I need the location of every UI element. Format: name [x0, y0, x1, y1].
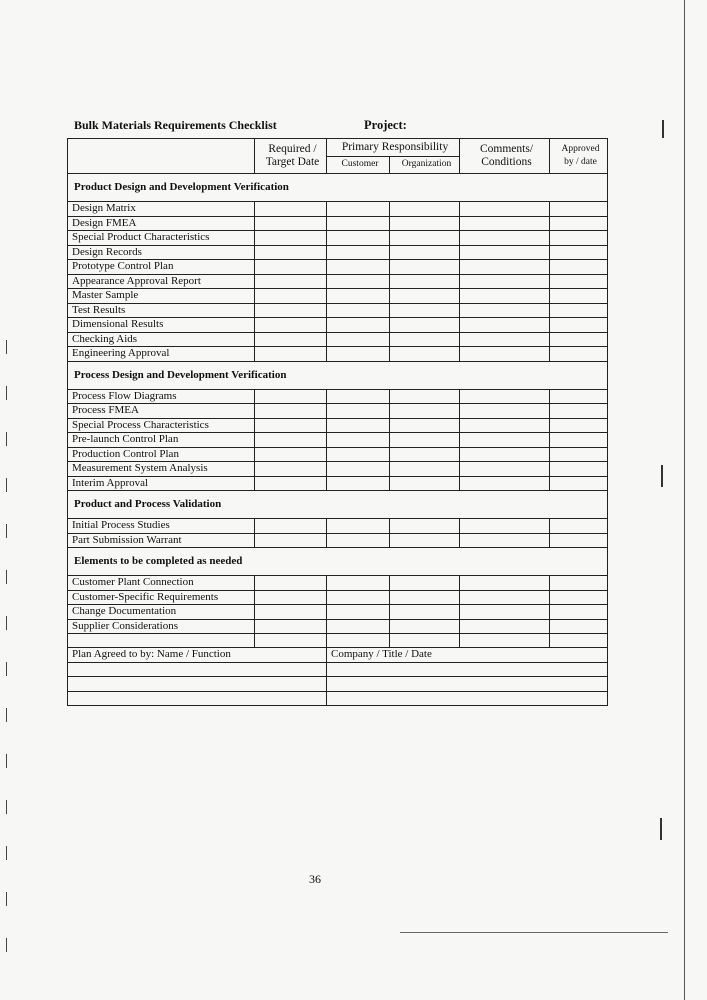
organization-cell[interactable] — [390, 433, 460, 448]
organization-cell[interactable] — [390, 418, 460, 433]
customer-cell[interactable] — [327, 318, 390, 333]
customer-cell[interactable] — [327, 260, 390, 275]
header-required-target — [255, 139, 327, 174]
item-label-appearance-approval-report: Appearance Approval Report — [68, 274, 255, 289]
customer-cell[interactable] — [327, 605, 390, 620]
approved-cell[interactable] — [550, 433, 608, 448]
checklist-row — [68, 245, 608, 260]
item-label-engineering-approval: Engineering Approval — [68, 347, 255, 362]
required-target-cell[interactable] — [255, 576, 327, 591]
required-target-cell[interactable] — [255, 519, 327, 534]
customer-cell[interactable] — [327, 389, 390, 404]
approved-cell[interactable] — [550, 260, 608, 275]
header-comments-conditions — [460, 139, 550, 174]
required-target-cell[interactable] — [255, 202, 327, 217]
organization-cell[interactable] — [390, 245, 460, 260]
comments-cell[interactable] — [460, 318, 550, 333]
item-label-interim-approval: Interim Approval — [68, 476, 255, 491]
approved-cell[interactable] — [550, 533, 608, 548]
required-target-cell[interactable] — [255, 605, 327, 620]
approved-cell[interactable] — [550, 389, 608, 404]
organization-cell[interactable] — [390, 303, 460, 318]
organization-cell[interactable] — [390, 619, 460, 634]
organization-cell[interactable] — [390, 260, 460, 275]
header-customer: Customer — [327, 156, 390, 174]
checklist-row — [68, 289, 608, 304]
organization-cell[interactable] — [390, 318, 460, 333]
customer-cell[interactable] — [327, 245, 390, 260]
approved-cell[interactable] — [550, 303, 608, 318]
required-target-cell[interactable] — [255, 418, 327, 433]
approved-cell[interactable] — [550, 347, 608, 362]
customer-cell[interactable] — [327, 619, 390, 634]
approved-cell[interactable] — [550, 619, 608, 634]
approved-cell[interactable] — [550, 590, 608, 605]
customer-cell[interactable] — [327, 347, 390, 362]
organization-cell[interactable] — [390, 216, 460, 231]
required-target-cell[interactable] — [255, 274, 327, 289]
approved-cell[interactable] — [550, 216, 608, 231]
customer-cell[interactable] — [327, 462, 390, 477]
company-title-date-entry[interactable] — [327, 677, 608, 692]
comments-cell[interactable] — [460, 202, 550, 217]
organization-cell[interactable] — [390, 576, 460, 591]
name-function-entry[interactable] — [68, 691, 327, 706]
approved-cell[interactable] — [550, 202, 608, 217]
required-target-cell[interactable] — [255, 462, 327, 477]
item-label-test-results: Test Results — [68, 303, 255, 318]
comments-cell[interactable] — [460, 433, 550, 448]
organization-cell[interactable] — [390, 447, 460, 462]
required-target-cell[interactable] — [255, 590, 327, 605]
section-header-row — [68, 548, 608, 576]
checklist-row — [68, 476, 608, 491]
checklist-row — [68, 590, 608, 605]
item-label-special-product-characteristics: Special Product Characteristics — [68, 231, 255, 246]
checklist-row — [68, 389, 608, 404]
checklist-row — [68, 303, 608, 318]
required-target-cell[interactable] — [255, 389, 327, 404]
approved-cell[interactable] — [550, 418, 608, 433]
scan-mark-3 — [660, 818, 662, 840]
customer-cell[interactable] — [327, 519, 390, 534]
approved-cell[interactable] — [550, 476, 608, 491]
required-target-cell[interactable] — [255, 303, 327, 318]
checklist-row — [68, 576, 608, 591]
checklist-row — [68, 619, 608, 634]
item-label-production-control-plan: Production Control Plan — [68, 447, 255, 462]
required-target-cell[interactable] — [255, 433, 327, 448]
checklist-row — [68, 533, 608, 548]
checklist-row — [68, 447, 608, 462]
required-label: Required / — [268, 143, 317, 155]
customer-cell[interactable] — [327, 476, 390, 491]
header-primary-responsibility: Primary Responsibility — [327, 139, 460, 157]
checklist-row — [68, 216, 608, 231]
footer-row — [68, 662, 608, 677]
comments-cell[interactable] — [460, 462, 550, 477]
page-number: 36 — [309, 872, 321, 886]
required-target-cell[interactable] — [255, 447, 327, 462]
footer-row — [68, 648, 608, 663]
required-target-cell[interactable] — [255, 476, 327, 491]
item-label-change-documentation: Change Documentation — [68, 605, 255, 620]
item-label-design-matrix: Design Matrix — [68, 202, 255, 217]
customer-cell[interactable] — [327, 533, 390, 548]
comments-cell[interactable] — [460, 418, 550, 433]
footer-row — [68, 691, 608, 706]
required-target-cell[interactable] — [255, 634, 327, 648]
approved-by-date-label: by / date — [564, 157, 597, 167]
comments-cell[interactable] — [460, 216, 550, 231]
organization-cell[interactable] — [390, 389, 460, 404]
approved-cell[interactable] — [550, 274, 608, 289]
required-target-cell[interactable] — [255, 318, 327, 333]
organization-cell[interactable] — [390, 202, 460, 217]
checklist-row — [68, 605, 608, 620]
header-approved — [550, 139, 608, 174]
comments-cell[interactable] — [460, 533, 550, 548]
comments-cell[interactable] — [460, 447, 550, 462]
checklist-row — [68, 202, 608, 217]
customer-cell[interactable] — [327, 590, 390, 605]
organization-cell[interactable] — [390, 605, 460, 620]
checklist-row — [68, 260, 608, 275]
section-title-process-design-and-development-verification: Process Design and Development Verification — [68, 361, 608, 389]
scan-bottom-line — [400, 932, 668, 933]
comments-cell[interactable] — [460, 476, 550, 491]
approved-cell[interactable] — [550, 462, 608, 477]
scan-left-marks — [6, 340, 7, 980]
header-organization: Organization — [390, 156, 460, 174]
checklist-row — [68, 462, 608, 477]
comments-cell[interactable] — [460, 519, 550, 534]
checklist-row — [68, 318, 608, 333]
item-label-customer-plant-connection: Customer Plant Connection — [68, 576, 255, 591]
customer-cell[interactable] — [327, 202, 390, 217]
scan-mark-1 — [662, 120, 664, 138]
approved-cell[interactable] — [550, 634, 608, 648]
organization-cell[interactable] — [390, 274, 460, 289]
item-label-special-process-characteristics: Special Process Characteristics — [68, 418, 255, 433]
plan-agreed-label: Plan Agreed to by: Name / Function — [68, 648, 327, 663]
comments-cell[interactable] — [460, 245, 550, 260]
document-title: Bulk Materials Requirements Checklist — [74, 118, 277, 132]
company-title-date-label: Company / Title / Date — [327, 648, 608, 663]
project-label: Project: — [364, 118, 407, 132]
requirements-checklist-table — [67, 138, 608, 706]
item-label-blank — [68, 634, 255, 648]
approved-cell[interactable] — [550, 231, 608, 246]
customer-cell[interactable] — [327, 231, 390, 246]
customer-cell[interactable] — [327, 289, 390, 304]
required-target-cell[interactable] — [255, 289, 327, 304]
organization-cell[interactable] — [390, 404, 460, 419]
organization-cell[interactable] — [390, 476, 460, 491]
approved-label: Approved — [561, 144, 600, 154]
item-label-measurement-system-analysis: Measurement System Analysis — [68, 462, 255, 477]
comments-cell[interactable] — [460, 303, 550, 318]
item-label-pre-launch-control-plan: Pre-launch Control Plan — [68, 433, 255, 448]
checklist-row — [68, 404, 608, 419]
approved-cell[interactable] — [550, 289, 608, 304]
comments-cell[interactable] — [460, 231, 550, 246]
section-title-product-design-and-development-verification: Product Design and Development Verification — [68, 174, 608, 202]
section-header-row — [68, 491, 608, 519]
item-label-customer-specific-requirements: Customer-Specific Requirements — [68, 590, 255, 605]
comments-cell[interactable] — [460, 590, 550, 605]
checklist-row — [68, 519, 608, 534]
item-label-design-records: Design Records — [68, 245, 255, 260]
checklist-row — [68, 231, 608, 246]
organization-cell[interactable] — [390, 634, 460, 648]
customer-cell[interactable] — [327, 576, 390, 591]
section-header-row — [68, 361, 608, 389]
header-row-1 — [68, 139, 608, 157]
approved-cell[interactable] — [550, 404, 608, 419]
organization-cell[interactable] — [390, 590, 460, 605]
item-label-dimensional-results: Dimensional Results — [68, 318, 255, 333]
scan-edge-line — [684, 0, 685, 1000]
footer-row — [68, 677, 608, 692]
item-label-master-sample: Master Sample — [68, 289, 255, 304]
approved-cell[interactable] — [550, 318, 608, 333]
checklist-row — [68, 433, 608, 448]
customer-cell[interactable] — [327, 634, 390, 648]
item-label-initial-process-studies: Initial Process Studies — [68, 519, 255, 534]
customer-cell[interactable] — [327, 447, 390, 462]
customer-cell[interactable] — [327, 332, 390, 347]
comments-cell[interactable] — [460, 260, 550, 275]
item-label-prototype-control-plan: Prototype Control Plan — [68, 260, 255, 275]
required-target-cell[interactable] — [255, 216, 327, 231]
item-label-part-submission-warrant: Part Submission Warrant — [68, 533, 255, 548]
customer-cell[interactable] — [327, 274, 390, 289]
approved-cell[interactable] — [550, 519, 608, 534]
customer-cell[interactable] — [327, 216, 390, 231]
approved-cell[interactable] — [550, 447, 608, 462]
comments-cell[interactable] — [460, 634, 550, 648]
item-label-supplier-considerations: Supplier Considerations — [68, 619, 255, 634]
required-target-cell[interactable] — [255, 619, 327, 634]
comments-cell[interactable] — [460, 347, 550, 362]
name-function-entry[interactable] — [68, 677, 327, 692]
section-title-product-and-process-validation: Product and Process Validation — [68, 491, 608, 519]
required-target-cell[interactable] — [255, 260, 327, 275]
approved-cell[interactable] — [550, 245, 608, 260]
required-target-cell[interactable] — [255, 347, 327, 362]
header-blank-cell — [68, 139, 255, 174]
comments-cell[interactable] — [460, 274, 550, 289]
required-target-cell[interactable] — [255, 404, 327, 419]
customer-cell[interactable] — [327, 433, 390, 448]
comments-cell[interactable] — [460, 404, 550, 419]
organization-cell[interactable] — [390, 533, 460, 548]
item-label-process-flow-diagrams: Process Flow Diagrams — [68, 389, 255, 404]
approved-cell[interactable] — [550, 332, 608, 347]
title-row — [74, 118, 614, 134]
item-label-process-fmea: Process FMEA — [68, 404, 255, 419]
required-target-cell[interactable] — [255, 533, 327, 548]
section-title-elements-to-be-completed-as-needed: Elements to be completed as needed — [68, 548, 608, 576]
scan-mark-2 — [661, 465, 663, 487]
comments-cell[interactable] — [460, 619, 550, 634]
item-label-design-fmea: Design FMEA — [68, 216, 255, 231]
company-title-date-entry[interactable] — [327, 691, 608, 706]
approved-cell[interactable] — [550, 576, 608, 591]
section-header-row — [68, 174, 608, 202]
checklist-row — [68, 418, 608, 433]
organization-cell[interactable] — [390, 289, 460, 304]
customer-cell[interactable] — [327, 404, 390, 419]
conditions-label: Conditions — [481, 156, 532, 168]
comments-label: Comments/ — [479, 143, 534, 155]
company-title-date-entry[interactable] — [327, 662, 608, 677]
checklist-row — [68, 332, 608, 347]
comments-cell[interactable] — [460, 389, 550, 404]
item-label-checking-aids: Checking Aids — [68, 332, 255, 347]
customer-cell[interactable] — [327, 303, 390, 318]
required-target-cell[interactable] — [255, 245, 327, 260]
checklist-row — [68, 347, 608, 362]
checklist-row — [68, 634, 608, 648]
comments-cell[interactable] — [460, 605, 550, 620]
required-target-cell[interactable] — [255, 332, 327, 347]
name-function-entry[interactable] — [68, 662, 327, 677]
approved-cell[interactable] — [550, 605, 608, 620]
checklist-row — [68, 274, 608, 289]
organization-cell[interactable] — [390, 231, 460, 246]
target-date-label: Target Date — [265, 156, 320, 168]
required-target-cell[interactable] — [255, 231, 327, 246]
comments-cell[interactable] — [460, 576, 550, 591]
comments-cell[interactable] — [460, 332, 550, 347]
customer-cell[interactable] — [327, 418, 390, 433]
organization-cell[interactable] — [390, 462, 460, 477]
comments-cell[interactable] — [460, 289, 550, 304]
organization-cell[interactable] — [390, 347, 460, 362]
organization-cell[interactable] — [390, 332, 460, 347]
organization-cell[interactable] — [390, 519, 460, 534]
